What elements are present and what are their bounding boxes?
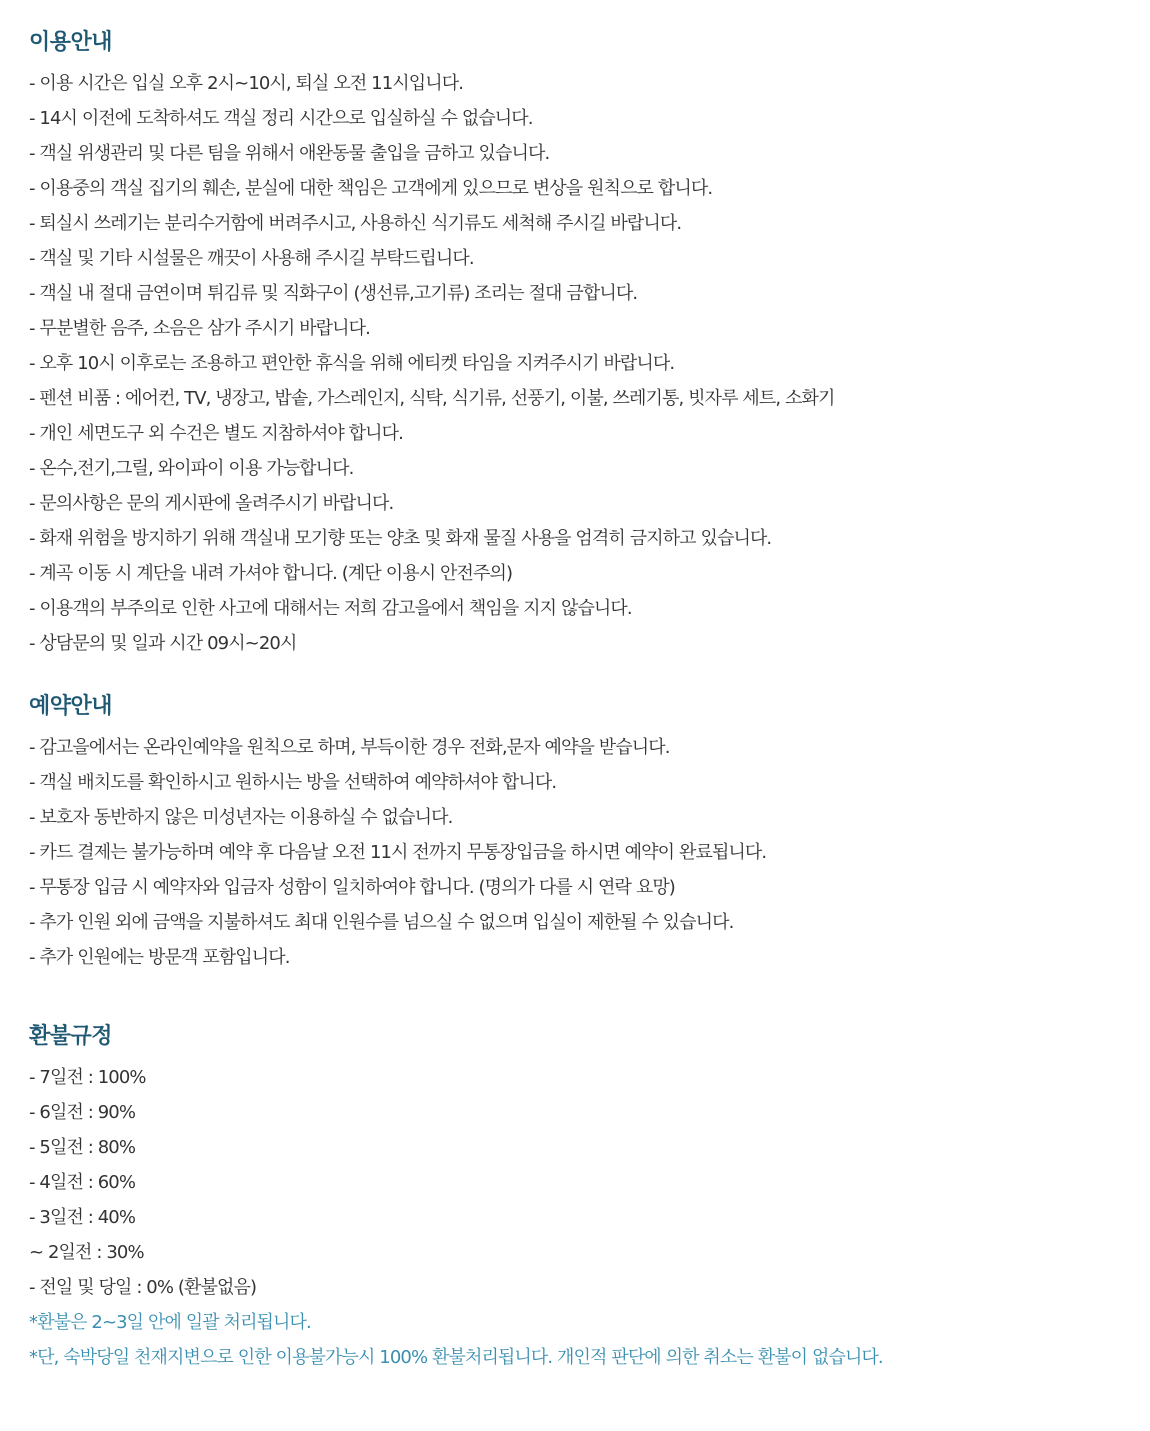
refund-policy-list (29, 1060, 1150, 1375)
list-item: - 객실 및 기타 시설물은 깨끗이 사용해 주시길 부탁드립니다. (29, 248, 474, 269)
list-item: - 화재 위험을 방지하기 위해 객실내 모기향 또는 양초 및 화재 물질 사용을 엄격히 금지하고 있습니다. (29, 528, 772, 549)
refund-policy-section (29, 1022, 1150, 1375)
list-item: - 전일 및 당일 : 0% (환불없음) (29, 1277, 257, 1298)
list-item: - 무분별한 음주, 소음은 삼가 주시기 바랍니다. (29, 318, 370, 339)
refund-note: *단, 숙박당일 천재지변으로 인한 이용불가능시 100% 환불처리됩니다. 개인적 판단에 의한 취소는 환불이 없습니다. (29, 1347, 883, 1368)
list-item: - 퇴실시 쓰레기는 분리수거함에 버려주시고, 사용하신 식기류도 세척해 주시길 바랍니다. (29, 213, 682, 234)
refund-note: *환불은 2~3일 안에 일괄 처리됩니다. (29, 1312, 311, 1333)
list-item: - 오후 10시 이후로는 조용하고 편안한 휴식을 위해 에티켓 타임을 지켜주시기 바랍니다. (29, 353, 675, 374)
refund-policy-title: 환불규정 (29, 1024, 113, 1049)
list-item: - 객실 배치도를 확인하시고 원하시는 방을 선택하여 예약하셔야 합니다. (29, 772, 557, 793)
list-item: - 객실 내 절대 금연이며 튀김류 및 직화구이 (생선류,고기류) 조리는 절대 금합니다. (29, 283, 638, 304)
reservation-guide-list (29, 730, 1150, 975)
usage-guide-list (29, 66, 1150, 661)
list-item: - 이용 시간은 입실 오후 2시~10시, 퇴실 오전 11시입니다. (29, 73, 464, 94)
list-item: - 5일전 : 80% (29, 1137, 136, 1158)
list-item: - 6일전 : 90% (29, 1102, 136, 1123)
list-item: - 7일전 : 100% (29, 1067, 146, 1088)
usage-guide-title: 이용안내 (29, 30, 113, 55)
list-item: ~ 2일전 : 30% (29, 1242, 144, 1263)
list-item: - 추가 인원에는 방문객 포함입니다. (29, 947, 290, 968)
list-item: - 보호자 동반하지 않은 미성년자는 이용하실 수 없습니다. (29, 807, 453, 828)
list-item: - 문의사항은 문의 게시판에 올려주시기 바랍니다. (29, 493, 394, 514)
list-item: - 카드 결제는 불가능하며 예약 후 다음날 오전 11시 전까지 무통장입금을 하시면 예약이 완료됩니다. (29, 842, 767, 863)
list-item: - 상담문의 및 일과 시간 09시~20시 (29, 633, 297, 654)
list-item: - 추가 인원 외에 금액을 지불하셔도 최대 인원수를 넘으실 수 없으며 입실이 제한될 수 있습니다. (29, 912, 734, 933)
list-item: - 14시 이전에 도착하셔도 객실 정리 시간으로 입실하실 수 없습니다. (29, 108, 533, 129)
list-item: - 펜션 비품 : 에어컨, TV, 냉장고, 밥솥, 가스레인지, 식탁, 식기류, 선풍기, 이불, 쓰레기통, 빗자루 세트, 소화기 (29, 388, 835, 409)
reservation-guide-section (29, 692, 1150, 975)
list-item: - 3일전 : 40% (29, 1207, 136, 1228)
reservation-guide-title: 예약안내 (29, 694, 113, 719)
list-item: - 이용객의 부주의로 인한 사고에 대해서는 저희 감고을에서 책임을 지지 않습니다. (29, 598, 632, 619)
list-item: - 감고을에서는 온라인예약을 원칙으로 하며, 부득이한 경우 전화,문자 예약을 받습니다. (29, 737, 670, 758)
list-item: - 무통장 입금 시 예약자와 입금자 성함이 일치하여야 합니다. (명의가 다를 시 연락 요망) (29, 877, 675, 898)
usage-guide-section (29, 28, 1150, 661)
list-item: - 계곡 이동 시 계단을 내려 가셔야 합니다. (계단 이용시 안전주의) (29, 563, 513, 584)
list-item: - 4일전 : 60% (29, 1172, 136, 1193)
list-item: - 이용중의 객실 집기의 훼손, 분실에 대한 책임은 고객에게 있으므로 변상을 원칙으로 합니다. (29, 178, 713, 199)
list-item: - 개인 세면도구 외 수건은 별도 지참하셔야 합니다. (29, 423, 403, 444)
list-item: - 객실 위생관리 및 다른 팀을 위해서 애완동물 출입을 금하고 있습니다. (29, 143, 550, 164)
list-item: - 온수,전기,그릴, 와이파이 이용 가능합니다. (29, 458, 354, 479)
